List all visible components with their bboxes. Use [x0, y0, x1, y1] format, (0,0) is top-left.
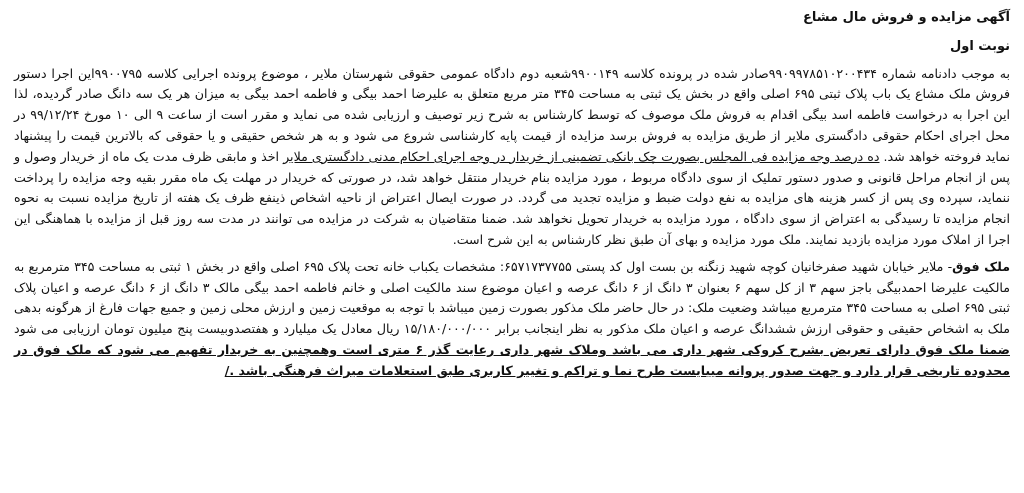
notice-title: آگهی مزایده و فروش مال مشاع	[803, 10, 1010, 25]
notice-paragraph-2	[14, 257, 1010, 382]
paragraph-1-text-a: به موجب دادنامه شماره ۹۹۰۹۹۷۸۵۱۰۲۰۰۴۳۴صادر شده در پرونده کلاسه ۹۹۰۰۱۴۹شعبه دوم دادگاه عمومی حقوقی شهرستان ملایر ، موضوع پرونده اجرایی کلاسه ۹۹۰۰۷۹۵این اجرا دستور فروش ملک مشاع یک باب پلاک ثبتی ۶۹۵ اصلی واقع در بخش یک ثبتی به مساحت ۳۴۵ متر مربع متعلق به علیرضا احمد بیگی و فاطمه احمد بیگی به میزان هر یک سه دانگ صادر گردیده، لذا این اجرا به درخواست فاطمه اسد بیگی اقدام به فروش ملک موصوف که توسط کارشناس به شرح زیر توصیف و ارزیابی شده می نماید و مقرر است از ساعت ۹ الی ۱۰ مورخ ۹۹/۱۲/۲۴ در محل اجرای احکام حقوقی دادگستری ملایر از طریق مزایده به فروش برسد مزایده از قیمت پایه کارشناسی شروع می شود و به هر شخص حقیقی و یا حقوقی که بالاترین قیمت را پیشنهاد نماید فروخته خواهد شد.	[14, 65, 1011, 164]
notice-round: نوبت اول	[949, 38, 1010, 54]
property-description: - ملایر خیابان شهید صفرخانیان کوچه شهید زنگنه بن بست اول کد پستی ۶۵۷۱۷۳۷۷۵۵: مشخصات یکباب خانه تحت پلاک ۶۹۵ اصلی واقع در بخش ۱ ثبتی به مساحت ۳۴۵ مترمربع به مالکیت علیرضا احمدبیگی باجز سهم ۳ از کل سهم ۶ بعنوان ۳ دانگ از ۶ دانگ عرصه و اعیان موضوع سند مالکیت اصلی و خانم فاطمه احمد بیگی مالک ۳ دانگ از ۶ دانگ عرصه و اعیان پلاک ثبتی ۶۹۵ اصلی به مساحت ۳۴۵ مترمربع میباشد وضعیت ملک: در حال حاضر ملک مذکور بصورت زمین میباشد با توجه به موقعیت زمین و ارزش محلی زمین و جمیع جهات فارغ از هرگونه بدهی ملک به اشخاص حقیقی و حقوقی ارزش ششدانگ عرصه و اعیان ملک مذکور به نظر اینجانب برابر ۱۵/۱۸۰/۰۰۰/۰۰۰ ریال معادل یک میلیارد و هفتصدوبیست پنج میلیون تومان ارزیابی می شود	[14, 258, 1010, 337]
property-note: ضمنا ملک فوق دارای تعریض بشرح کروکی شهر داری می باشد وملاک شهر داری رعایت گذر ۶ متری است وهمچنین به خریدار تفهیم می شود که ملک فوق در محدوده تاریخی قرار دارد و جهت صدور پروانه میبایست طرح نما و تراکم و تغییر کاربری طبق استعلامات میراث فرهنگی باشد ./	[14, 341, 1010, 378]
deposit-clause: ده درصد وجه مزایده فی المجلس بصورت چک بانکی تضمینی از خریدار در وجه اجرای احکام مدنی دادگستری ملایر	[283, 148, 880, 164]
notice-paragraph-1	[14, 64, 1010, 251]
property-label: ملک فوق	[952, 258, 1011, 274]
paragraph-1-text-b: اخذ و مابقی ظرف مدت یک ماه از خریدار وصول و پس از انجام مراحل قانونی و صدور دستور تملیک از سوی دادگاه مربوط ، مورد مزایده بنام خریدار منتقل خواهد شد، در صورتی که خریدار در مهلت یک ماه مقرر بقیه وجه مزایده را پرداخت ننماید، سپرده وی پس از کسر هزینه های مزایده به نفع دولت ضبط و مزایده تجدید می گردد. در صورت ایصال اعتراض از ناحیه اشخاص ذینفع ظرف یک هفته از تاریخ مزایده نسبت به نحوه انجام مزایده تا رسیدگی به اعتراض از سوی دادگاه ، مورد مزایده به خریدار تحویل نخواهد شد. ضمنا متقاضیان به شرکت در مزایده می توانند در مدت سه روز قبل از مزایده با هماهنگی این اجرا از املاک مورد مزایده بازدید نمایند. ملک مورد مزایده و بهای آن طبق نظر کارشناس به این شرح است.	[14, 148, 1010, 247]
